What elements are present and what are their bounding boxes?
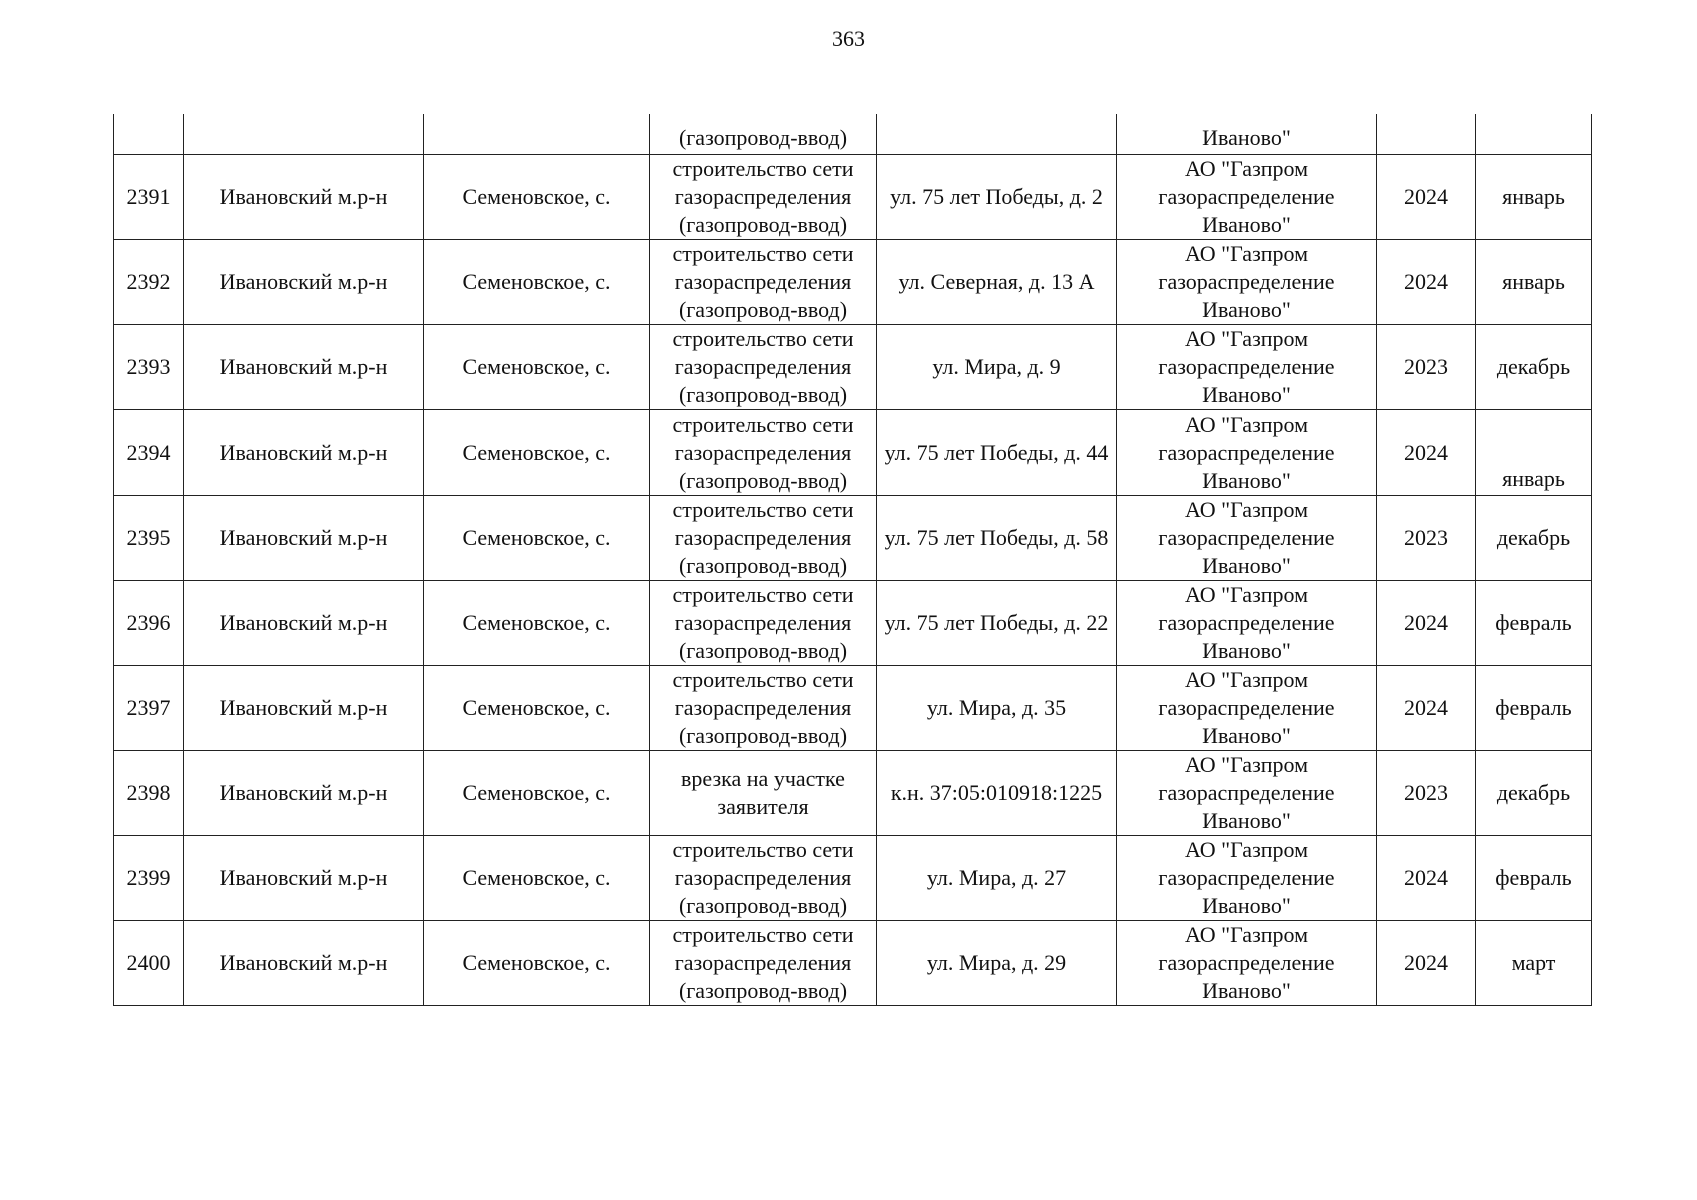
cell-month xyxy=(1476,114,1592,155)
cell-address: ул. Мира, д. 9 xyxy=(877,325,1117,410)
cell-num: 2392 xyxy=(114,240,184,325)
cell-district: Ивановский м.р-н xyxy=(184,921,424,1006)
cell-district: Ивановский м.р-н xyxy=(184,751,424,836)
cell-num: 2395 xyxy=(114,496,184,581)
cell-work: (газопровод-ввод) xyxy=(650,114,877,155)
cell-locality: Семеновское, с. xyxy=(424,496,650,581)
cell-locality xyxy=(424,114,650,155)
cell-num: 2396 xyxy=(114,581,184,666)
cell-district: Ивановский м.р-н xyxy=(184,155,424,240)
cell-locality: Семеновское, с. xyxy=(424,325,650,410)
cell-month: февраль xyxy=(1476,836,1592,921)
cell-locality: Семеновское, с. xyxy=(424,155,650,240)
table-row xyxy=(114,240,1592,325)
cell-address: ул. 75 лет Победы, д. 22 xyxy=(877,581,1117,666)
cell-district: Ивановский м.р-н xyxy=(184,410,424,496)
cell-month: январь xyxy=(1476,155,1592,240)
cell-address: ул. 75 лет Победы, д. 44 xyxy=(877,410,1117,496)
cell-num: 2397 xyxy=(114,666,184,751)
cell-month: февраль xyxy=(1476,581,1592,666)
cell-year: 2024 xyxy=(1377,666,1476,751)
cell-num xyxy=(114,114,184,155)
cell-organization: АО "Газпром газораспределение Иваново" xyxy=(1117,496,1377,581)
table-row xyxy=(114,325,1592,410)
cell-month: декабрь xyxy=(1476,496,1592,581)
cell-month: февраль xyxy=(1476,666,1592,751)
cell-month: декабрь xyxy=(1476,325,1592,410)
cell-work: строительство сети газораспределения (газопровод-ввод) xyxy=(650,666,877,751)
table-row xyxy=(114,836,1592,921)
cell-month: январь xyxy=(1476,410,1592,496)
continuation-row xyxy=(114,114,1592,155)
cell-organization: АО "Газпром газораспределение Иваново" xyxy=(1117,751,1377,836)
cell-organization: АО "Газпром газораспределение Иваново" xyxy=(1117,240,1377,325)
cell-address: ул. 75 лет Победы, д. 58 xyxy=(877,496,1117,581)
cell-organization: Иваново" xyxy=(1117,114,1377,155)
cell-locality: Семеновское, с. xyxy=(424,240,650,325)
cell-district: Ивановский м.р-н xyxy=(184,325,424,410)
cell-locality: Семеновское, с. xyxy=(424,921,650,1006)
table-row xyxy=(114,751,1592,836)
cell-num: 2400 xyxy=(114,921,184,1006)
table-row xyxy=(114,666,1592,751)
gasification-schedule-table xyxy=(113,114,1592,1006)
cell-work: строительство сети газораспределения (газопровод-ввод) xyxy=(650,325,877,410)
cell-locality: Семеновское, с. xyxy=(424,581,650,666)
cell-district: Ивановский м.р-н xyxy=(184,666,424,751)
page-number: 363 xyxy=(832,26,865,51)
cell-organization: АО "Газпром газораспределение Иваново" xyxy=(1117,666,1377,751)
cell-year: 2024 xyxy=(1377,921,1476,1006)
table-row xyxy=(114,921,1592,1006)
cell-district: Ивановский м.р-н xyxy=(184,581,424,666)
cell-address: ул. Мира, д. 27 xyxy=(877,836,1117,921)
cell-address: ул. Мира, д. 35 xyxy=(877,666,1117,751)
cell-year xyxy=(1377,114,1476,155)
cell-locality: Семеновское, с. xyxy=(424,666,650,751)
cell-address: ул. Мира, д. 29 xyxy=(877,921,1117,1006)
cell-district xyxy=(184,114,424,155)
cell-locality: Семеновское, с. xyxy=(424,751,650,836)
cell-month: январь xyxy=(1476,240,1592,325)
cell-work: строительство сети газораспределения (газопровод-ввод) xyxy=(650,240,877,325)
cell-locality: Семеновское, с. xyxy=(424,836,650,921)
cell-work: строительство сети газораспределения (газопровод-ввод) xyxy=(650,581,877,666)
cell-year: 2024 xyxy=(1377,155,1476,240)
cell-work: строительство сети газораспределения (газопровод-ввод) xyxy=(650,410,877,496)
cell-num: 2391 xyxy=(114,155,184,240)
cell-work: строительство сети газораспределения (газопровод-ввод) xyxy=(650,921,877,1006)
cell-num: 2399 xyxy=(114,836,184,921)
cell-year: 2023 xyxy=(1377,325,1476,410)
cell-year: 2024 xyxy=(1377,240,1476,325)
table-row xyxy=(114,581,1592,666)
cell-organization: АО "Газпром газораспределение Иваново" xyxy=(1117,836,1377,921)
cell-work: врезка на участке заявителя xyxy=(650,751,877,836)
cell-month: декабрь xyxy=(1476,751,1592,836)
cell-year: 2024 xyxy=(1377,581,1476,666)
cell-work: строительство сети газораспределения (газопровод-ввод) xyxy=(650,836,877,921)
cell-district: Ивановский м.р-н xyxy=(184,836,424,921)
cell-address xyxy=(877,114,1117,155)
cell-address: ул. 75 лет Победы, д. 2 xyxy=(877,155,1117,240)
cell-district: Ивановский м.р-н xyxy=(184,496,424,581)
cell-organization: АО "Газпром газораспределение Иваново" xyxy=(1117,410,1377,496)
table-row xyxy=(114,155,1592,240)
cell-year: 2024 xyxy=(1377,410,1476,496)
cell-locality: Семеновское, с. xyxy=(424,410,650,496)
cell-organization: АО "Газпром газораспределение Иваново" xyxy=(1117,155,1377,240)
cell-num: 2394 xyxy=(114,410,184,496)
cell-year: 2024 xyxy=(1377,836,1476,921)
cell-num: 2398 xyxy=(114,751,184,836)
cell-organization: АО "Газпром газораспределение Иваново" xyxy=(1117,581,1377,666)
cell-year: 2023 xyxy=(1377,751,1476,836)
cell-organization: АО "Газпром газораспределение Иваново" xyxy=(1117,325,1377,410)
cell-work: строительство сети газораспределения (газопровод-ввод) xyxy=(650,496,877,581)
cell-address: к.н. 37:05:010918:1225 xyxy=(877,751,1117,836)
cell-address: ул. Северная, д. 13 А xyxy=(877,240,1117,325)
table-row xyxy=(114,410,1592,496)
cell-organization: АО "Газпром газораспределение Иваново" xyxy=(1117,921,1377,1006)
cell-district: Ивановский м.р-н xyxy=(184,240,424,325)
cell-num: 2393 xyxy=(114,325,184,410)
table-row xyxy=(114,496,1592,581)
cell-month: март xyxy=(1476,921,1592,1006)
cell-work: строительство сети газораспределения (газопровод-ввод) xyxy=(650,155,877,240)
cell-year: 2023 xyxy=(1377,496,1476,581)
